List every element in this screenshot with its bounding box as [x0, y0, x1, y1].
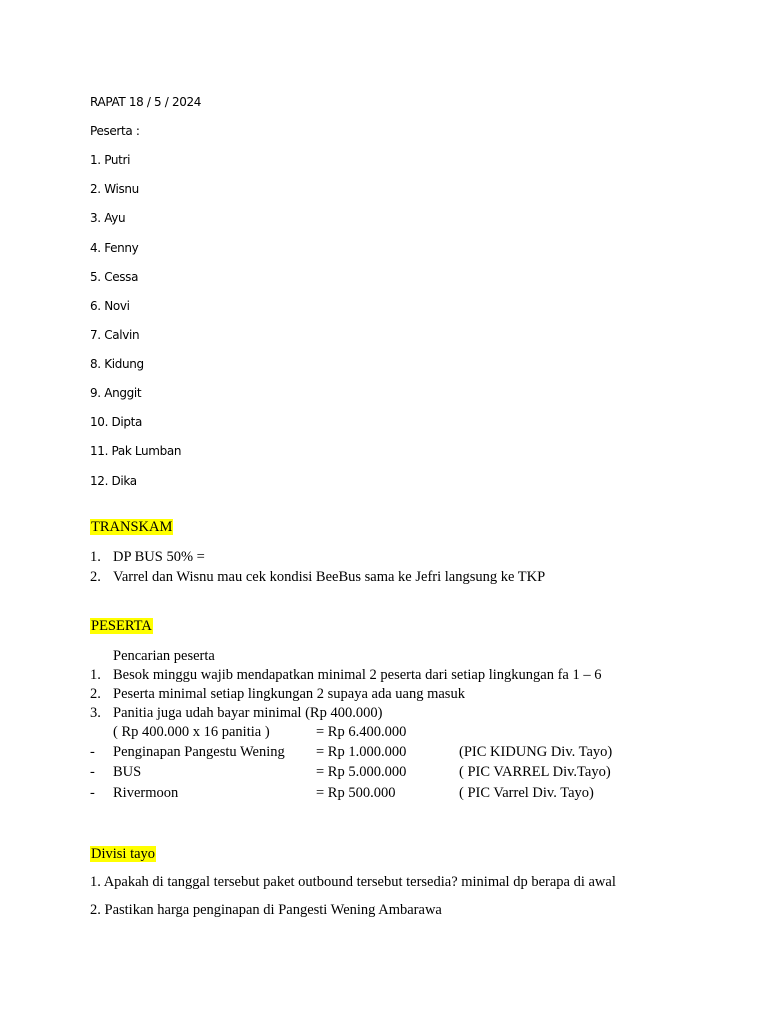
transkam-heading	[90, 518, 173, 536]
cost-amount: = Rp 5.000.000	[316, 764, 407, 780]
participant-item: 4. Fenny	[90, 241, 139, 255]
peserta-subheading: Pencarian peserta	[113, 648, 215, 664]
participant-item: 1. Putri	[90, 153, 131, 167]
participant-item: 5. Cessa	[90, 270, 139, 284]
highlighted-text: TRANSKAM	[91, 519, 173, 535]
participant-item: 3. Ayu	[90, 211, 126, 225]
cost-pic: ( PIC VARREL Div.Tayo)	[459, 764, 611, 780]
participant-item: 7. Calvin	[90, 328, 140, 342]
calc-left: ( Rp 400.000 x 16 panitia )	[113, 724, 270, 740]
participant-item: 8. Kidung	[90, 357, 144, 371]
calc-right: = Rp 6.400.000	[316, 724, 407, 740]
cost-amount: = Rp 500.000	[316, 785, 396, 801]
highlighted-text: PESERTA	[91, 618, 152, 634]
transkam-item: Varrel dan Wisnu mau cek kondisi BeeBus sama ke Jefri langsung ke TKP	[113, 569, 546, 585]
participant-item: 2. Wisnu	[90, 182, 139, 196]
cost-pic: ( PIC Varrel Div. Tayo)	[459, 785, 594, 801]
participants-label: Peserta :	[90, 124, 140, 138]
list-number: 1.	[90, 549, 101, 565]
bullet-dash: -	[90, 744, 95, 760]
cost-item: Penginapan Pangestu Wening	[113, 744, 285, 760]
participant-item: 9. Anggit	[90, 386, 142, 400]
list-number: 3.	[90, 705, 101, 721]
participant-item: 12. Dika	[90, 474, 137, 488]
highlighted-text: Divisi tayo	[91, 846, 156, 862]
meeting-title: RAPAT 18 / 5 / 2024	[90, 95, 202, 109]
divisi-heading	[90, 845, 156, 863]
list-number: 1.	[90, 667, 101, 683]
divisi-item: 1. Apakah di tanggal tersebut paket outbound tersebut tersedia? minimal dp berapa di awal	[90, 874, 616, 890]
peserta-item: Besok minggu wajib mendapatkan minimal 2 peserta dari setiap lingkungan fa 1 – 6	[113, 667, 602, 683]
peserta-item: Panitia juga udah bayar minimal (Rp 400.000)	[113, 705, 383, 721]
participant-item: 10. Dipta	[90, 415, 142, 429]
bullet-dash: -	[90, 785, 95, 801]
participant-item: 11. Pak Lumban	[90, 444, 182, 458]
peserta-heading	[90, 617, 153, 635]
participant-item: 6. Novi	[90, 299, 130, 313]
bullet-dash: -	[90, 764, 95, 780]
divisi-item: 2. Pastikan harga penginapan di Pangesti Wening Ambarawa	[90, 902, 442, 918]
transkam-item: DP BUS 50% =	[113, 549, 205, 565]
cost-item: BUS	[113, 764, 142, 780]
cost-amount: = Rp 1.000.000	[316, 744, 407, 760]
peserta-item: Peserta minimal setiap lingkungan 2 supaya ada uang masuk	[113, 686, 465, 702]
cost-pic: (PIC KIDUNG Div. Tayo)	[459, 744, 613, 760]
list-number: 2.	[90, 569, 101, 585]
cost-item: Rivermoon	[113, 785, 179, 801]
list-number: 2.	[90, 686, 101, 702]
